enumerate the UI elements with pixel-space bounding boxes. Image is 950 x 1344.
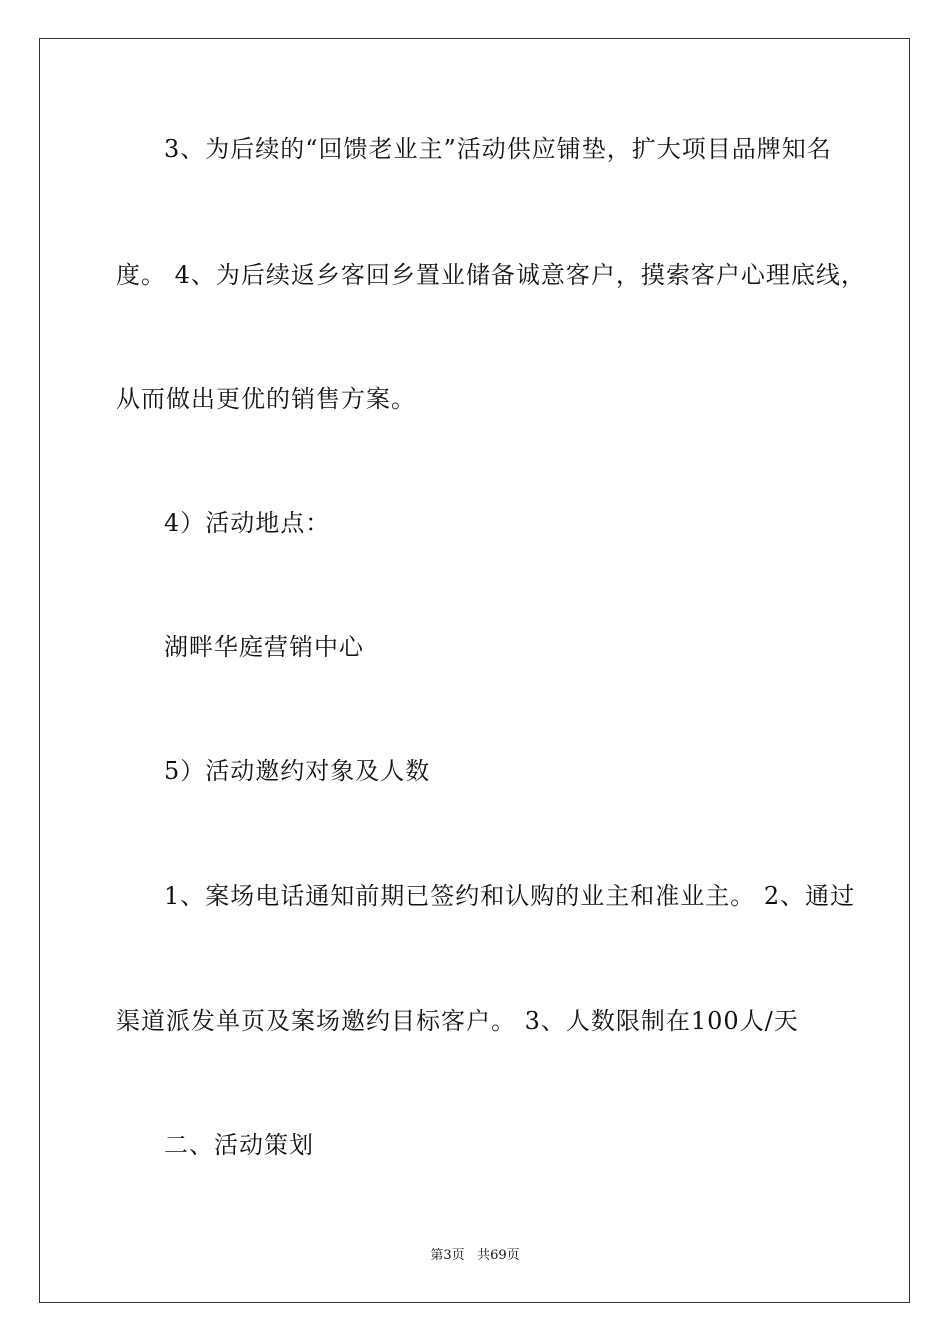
- location-value: 湖畔华庭营销中心: [164, 633, 364, 661]
- body-line-2: 度。 4、为后续返乡客回乡置业储备诚意客户，摸索客户心理底线，: [116, 261, 866, 289]
- body-line-1: 3、为后续的“回馈老业主”活动供应铺垫，扩大项目品牌知名: [164, 135, 832, 163]
- page-total: 共69页: [477, 1248, 520, 1263]
- body-line-7: 1、案场电话通知前期已签约和认购的业主和准业主。 2、通过: [164, 882, 856, 910]
- page-border: [39, 38, 910, 1303]
- section-heading-invitees: 5）活动邀约对象及人数: [164, 757, 431, 785]
- section-heading-location: 4）活动地点：: [164, 509, 331, 537]
- body-line-8: 渠道派发单页及案场邀约目标客户。 3、人数限制在100人/天: [116, 1007, 799, 1035]
- section-heading-planning: 二、活动策划: [164, 1131, 314, 1159]
- page-number: 第3页: [430, 1248, 465, 1263]
- page-footer: [0, 1247, 950, 1265]
- body-line-3: 从而做出更优的销售方案。: [116, 385, 416, 413]
